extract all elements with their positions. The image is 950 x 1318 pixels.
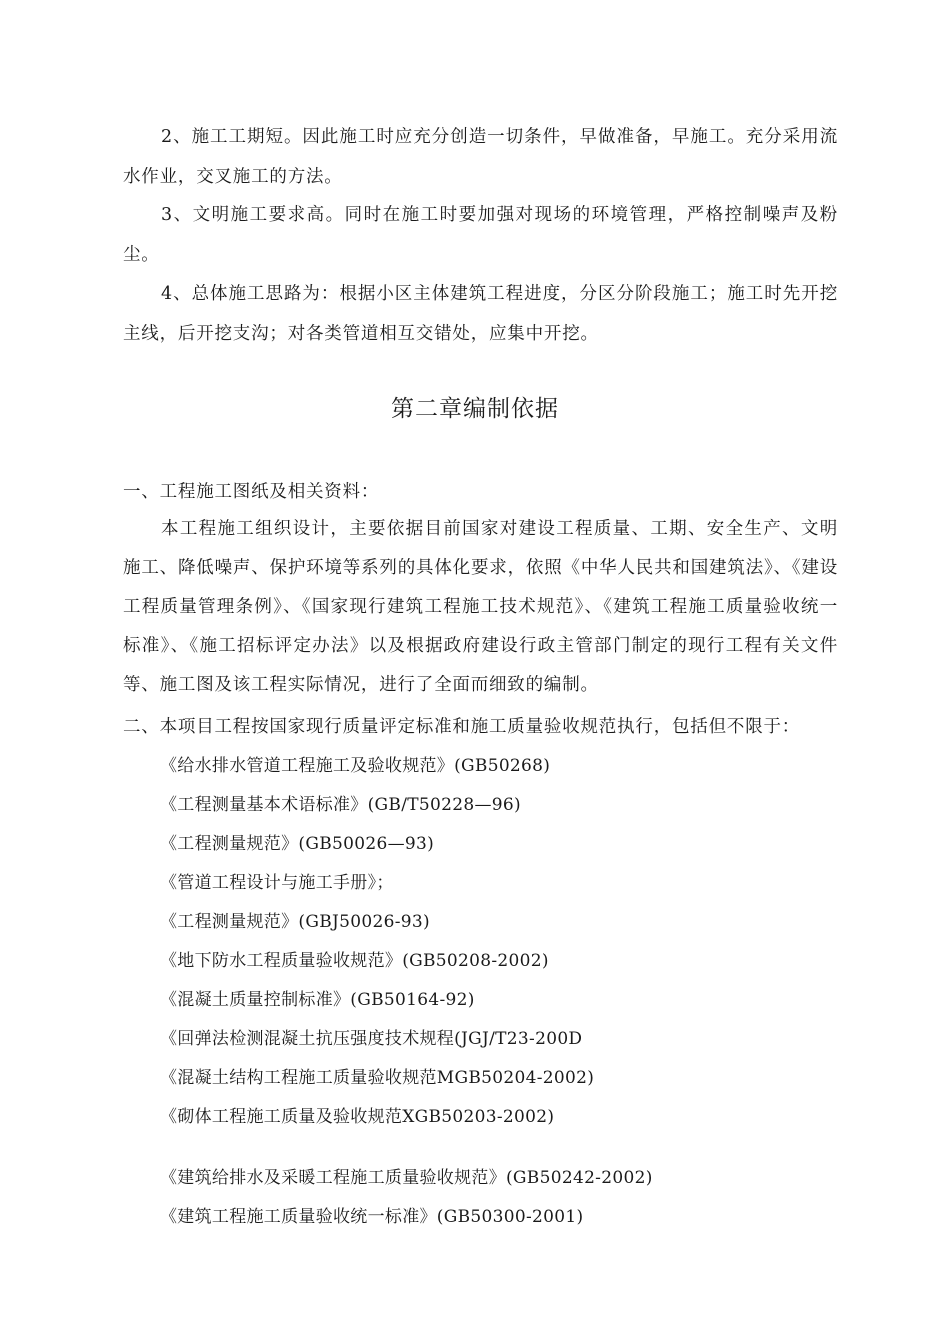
reference-item: 《混凝土结构工程施工质量验收规范MGB50204-2002) [160, 1068, 595, 1088]
reference-item: 《管道工程设计与施工手册》； [160, 873, 394, 893]
chapter-title: 第二章编制依据 [391, 396, 559, 422]
reference-item: 《砌体工程施工质量及验收规范XGB50203-2002) [160, 1107, 555, 1127]
reference-item: 《工程测量基本术语标准》(GB/T50228—96) [160, 795, 521, 815]
intro-paragraph-2: 2、施工工期短。因此施工时应充分创造一切条件，早做准备，早施工。充分采用流水作业，交叉施工的方法。 [123, 127, 838, 187]
reference-item: 《混凝土质量控制标准》(GB50164-92) [160, 990, 475, 1010]
section-1-heading: 一、工程施工图纸及相关资料： [123, 482, 380, 502]
reference-item: 《地下防水工程质量验收规范》(GB50208-2002) [160, 951, 549, 971]
reference-item: 《工程测量规范》(GB50026—93) [160, 834, 435, 854]
reference-item: 《回弹法检测混凝土抗压强度技术规程(JGJ/T23-200D [160, 1029, 583, 1049]
reference-item: 《工程测量规范》(GBJ50026-93) [160, 912, 430, 932]
reference-item: 《给水排水管道工程施工及验收规范》(GB50268) [160, 756, 551, 776]
section-2-heading: 二、本项目工程按国家现行质量评定标准和施工质量验收规范执行，包括但不限于： [123, 717, 801, 737]
intro-paragraph-3: 3、文明施工要求高。同时在施工时要加强对现场的环境管理，严格控制噪声及粉尘。 [123, 205, 838, 265]
reference-item: 《建筑给排水及采暖工程施工质量验收规范》(GB50242-2002) [160, 1168, 653, 1188]
intro-paragraph-4: 4、总体施工思路为：根据小区主体建筑工程进度，分区分阶段施工；施工时先开挖主线，后开挖支沟；对各类管道相互交错处，应集中开挖。 [123, 284, 838, 344]
reference-item: 《建筑工程施工质量验收统一标准》(GB50300-2001) [160, 1207, 584, 1227]
section-1-body: 本工程施工组织设计，主要依据目前国家对建设工程质量、工期、安全生产、文明施工、降低噪声、保护环境等系列的具体化要求，依照《中华人民共和国建筑法》、《建设工程质量管理条例》、《国家现行建筑工程施工技术规范》、《建筑工程施工质量验收统一标准》、《施工招标评定办法》以及根据政府建设行政主管部门制定的现行工程有关文件等、施工图及该工程实际情况，进行了全面而细致的编制。 [123, 519, 838, 695]
